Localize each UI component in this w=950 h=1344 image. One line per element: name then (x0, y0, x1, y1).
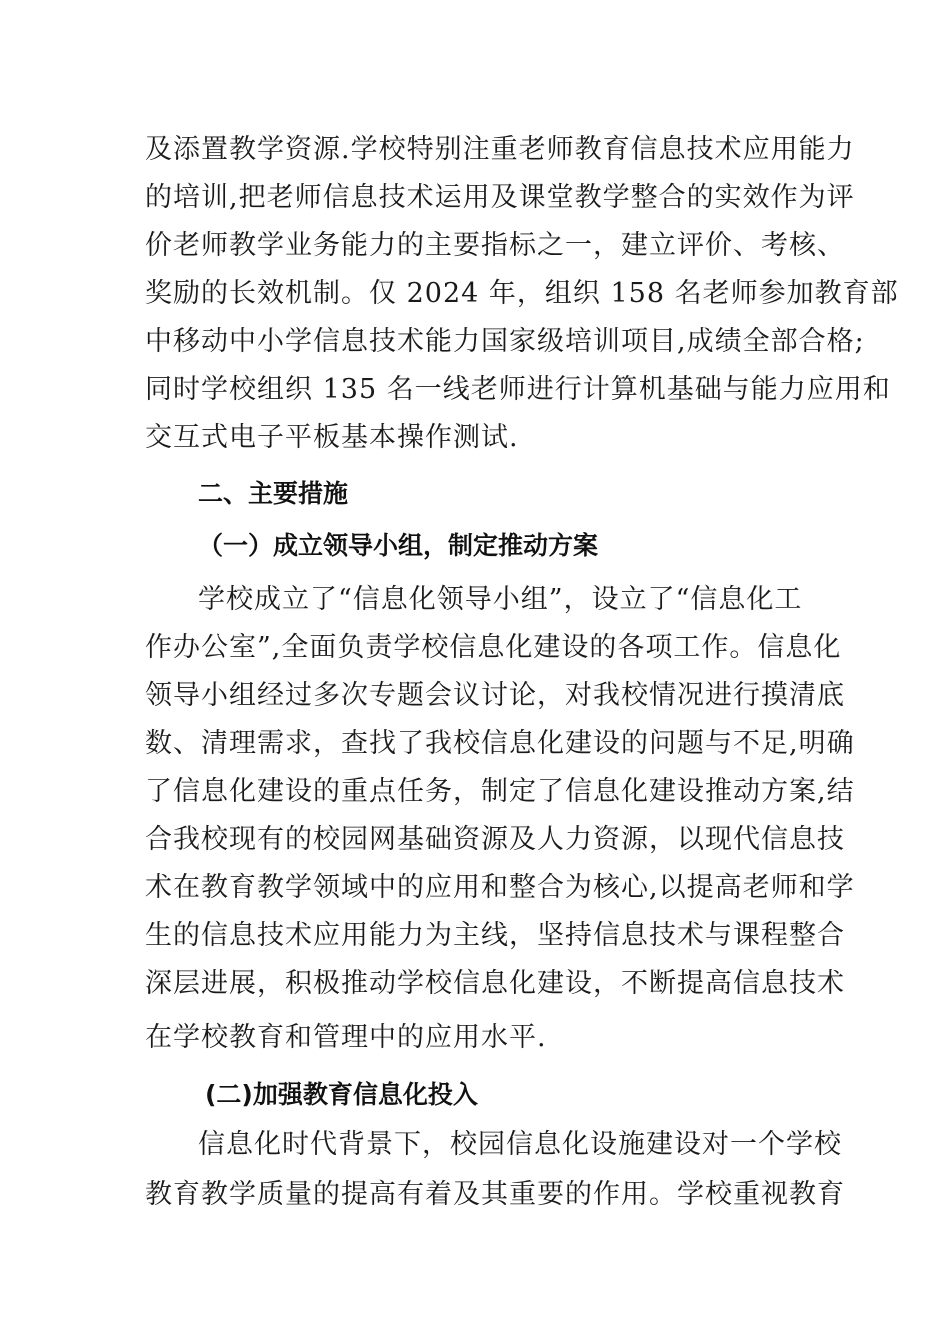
paragraph-line: 中移动中小学信息技术能力国家级培训项目,成绩全部合格; (145, 326, 865, 357)
paragraph-line: 同时学校组织 135 名一线老师进行计算机基础与能力应用和 (145, 374, 891, 405)
paragraph-line: 交互式电子平板基本操作测试. (145, 422, 519, 453)
paragraph-line: 教育教学质量的提高有着及其重要的作用。学校重视教育 (145, 1179, 845, 1210)
paragraph-line: 了信息化建设的重点任务，制定了信息化建设推动方案,结 (145, 776, 855, 807)
paragraph-line: 深层进展，积极推动学校信息化建设，不断提高信息技术 (145, 968, 845, 999)
paragraph-line: 信息化时代背景下，校园信息化设施建设对一个学校 (198, 1129, 842, 1160)
paragraph-line: 生的信息技术应用能力为主线，坚持信息技术与课程整合 (145, 920, 845, 951)
paragraph-line: 的培训,把老师信息技术运用及课堂教学整合的实效作为评 (145, 182, 855, 213)
paragraph-line: 学校成立了“信息化领导小组”，设立了“信息化工 (198, 584, 803, 615)
paragraph-line: 作办公室”,全面负责学校信息化建设的各项工作。信息化 (145, 632, 842, 663)
section-heading: 二、主要措施 (198, 479, 349, 508)
subsection-heading: （一）成立领导小组，制定推动方案 (198, 531, 599, 560)
paragraph-line: 及添置教学资源.学校特别注重老师教育信息技术应用能力 (145, 134, 855, 165)
paragraph-line: 价老师教学业务能力的主要指标之一，建立评价、考核、 (145, 230, 845, 261)
paragraph-line: 领导小组经过多次专题会议讨论，对我校情况进行摸清底 (145, 680, 845, 711)
paragraph-line: 术在教育教学领域中的应用和整合为核心,以提高老师和学 (145, 872, 855, 903)
paragraph-line: 合我校现有的校园网基础资源及人力资源，以现代信息技 (145, 824, 845, 855)
paragraph-line: 在学校教育和管理中的应用水平. (145, 1022, 547, 1053)
paragraph-line: 奖励的长效机制。仅 2024 年，组织 158 名老师参加教育部 (145, 278, 899, 309)
paragraph-line: 数、清理需求，查找了我校信息化建设的问题与不足,明确 (145, 728, 855, 759)
subsection-heading: (二)加强教育信息化投入 (205, 1080, 478, 1109)
